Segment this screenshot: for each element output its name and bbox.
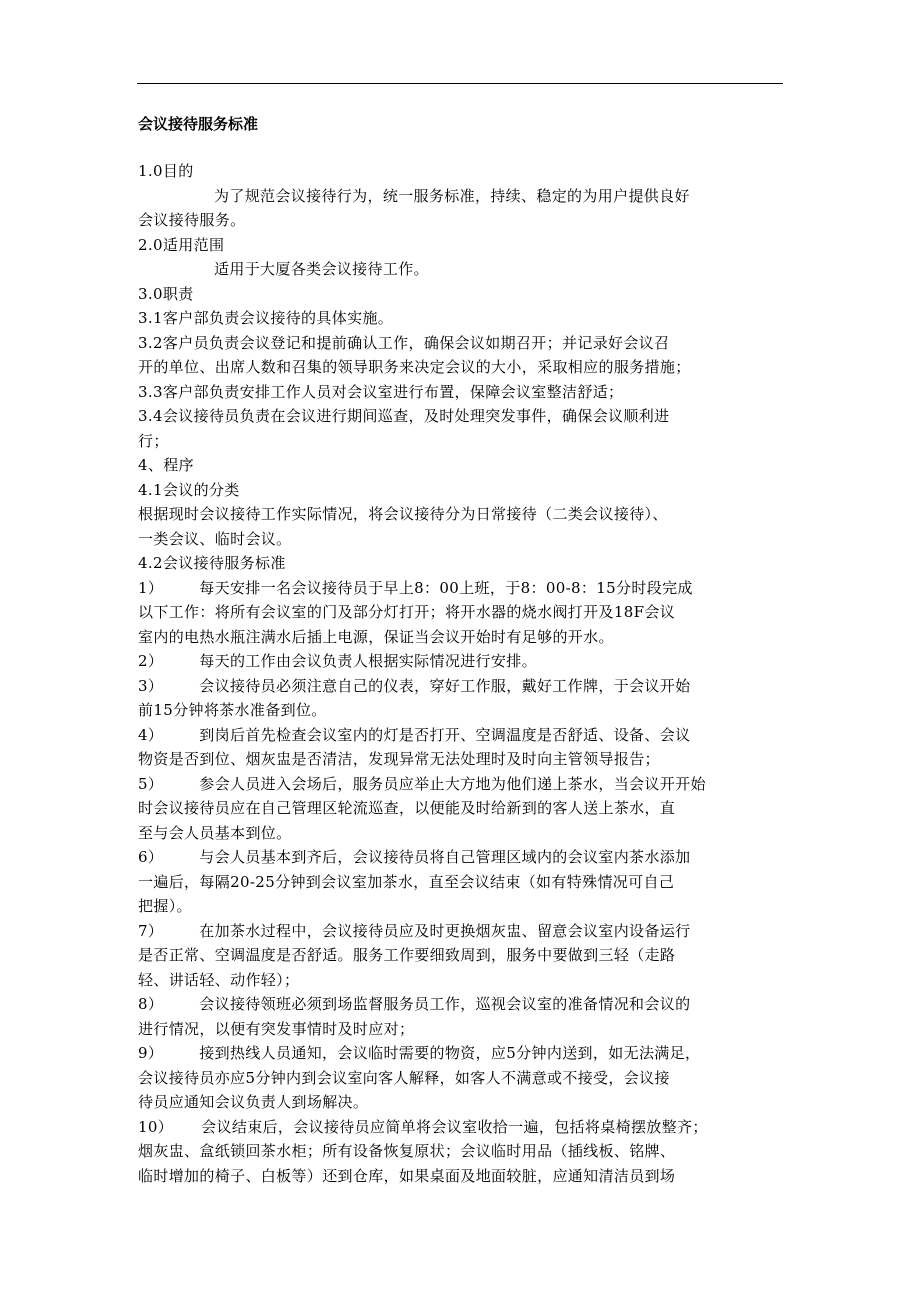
paragraph-line: 烟灰盅、盒纸锁回茶水柜；所有设备恢复原状；会议临时用品（插线板、铭牌、: [138, 1142, 676, 1160]
paragraph-line: 为了规范会议接待行为，统一服务标准，持续、稳定的为用户提供良好: [214, 186, 690, 205]
paragraph-line: 轻、讲话轻、动作轻）；: [138, 970, 300, 989]
item-number: 9）: [138, 1044, 164, 1062]
list-item-line: [138, 649, 788, 674]
paragraph-line: 会议接待服务。: [138, 211, 246, 229]
item-number: 6）: [138, 848, 164, 866]
list-item-line: [138, 576, 788, 601]
item-text: 会议接待员必须注意自己的仪表，穿好工作服，戴好工作牌，于会议开始: [199, 676, 691, 695]
item-number: 5）: [138, 774, 164, 793]
paragraph-line: 进行情况，以便有突发事情时及时应对；: [138, 1019, 415, 1038]
paragraph-line: 一遍后，每隔20-25分钟到会议室加茶水，直至会议结束（如有特殊情况可自己: [138, 872, 675, 891]
paragraph-line: 行；: [138, 431, 169, 450]
paragraph-line: 会议接待员亦应5分钟内到会议室向客人解释，如客人不满意或不接受，会议接: [138, 1068, 670, 1087]
item-number: 2）: [138, 652, 164, 670]
document-body: [138, 112, 788, 1188]
paragraph-line: 至与会人员基本到位。: [138, 823, 292, 842]
item-text: 会议接待领班必须到场监督服务员工作，巡视会议室的准备情况和会议的: [199, 995, 691, 1013]
item-number: 10）: [138, 1117, 174, 1136]
item-text: 在加茶水过程中，会议接待员应及时更换烟灰盅、留意会议室内设备运行: [199, 921, 691, 940]
paragraph-line: 把握）。: [138, 897, 192, 915]
paragraph-line: 根据现时会议接待工作实际情况，将会议接待分为日常接待（二类会议接待）、: [138, 505, 668, 523]
list-item-line: [138, 919, 788, 944]
paragraph-line: 3.1客户部负责会议接待的具体实施。: [138, 309, 394, 327]
paragraph-line: 时会议接待员应在自己管理区轮流巡查，以便能及时给新到的客人送上茶水，直: [138, 799, 676, 817]
section-4-heading: 4、程序: [138, 456, 194, 474]
section-2-heading: 2.0适用范围: [138, 235, 225, 254]
item-text: 每天安排一名会议接待员于早上8：00上班，于8：00-8：15分时段完成: [199, 578, 693, 597]
paragraph-line: 3.4会议接待员负责在会议进行期间巡查，及时处理突发事件，确保会议顺利进: [138, 407, 670, 425]
paragraph-line: 以下工作：将所有会议室的门及部分灯打开；将开水器的烧水阀打开及18F会议: [138, 603, 676, 621]
list-item-line: [138, 1115, 788, 1140]
section-3-heading: 3.0职责: [138, 284, 194, 303]
paragraph-line: 开的单位、出席人数和召集的领导职务来决定会议的大小，采取相应的服务措施；: [138, 358, 691, 376]
item-number: 4）: [138, 725, 164, 744]
paragraph-line: 物资是否到位、烟灰盅是否清洁，发现异常无法处理时及时向主管领导报告；: [138, 750, 660, 768]
item-number: 8）: [138, 995, 164, 1013]
subsection-heading: 4.1会议的分类: [138, 480, 240, 499]
list-item-line: [138, 1041, 788, 1066]
list-item-line: [138, 992, 788, 1017]
item-text: 会议结束后，会议接待员应简单将会议室收拾一遍，包括将桌椅摆放整齐；: [201, 1117, 708, 1136]
item-text: 参会人员进入会场后，服务员应举止大方地为他们递上茶水，当会议开开始: [199, 774, 706, 793]
paragraph-line: 3.3客户部负责安排工作人员对会议室进行布置，保障会议室整洁舒适；: [138, 382, 624, 401]
paragraph-line: 室内的电热水瓶注满水后插上电源，保证当会议开始时有足够的开水。: [138, 627, 614, 646]
header-rule: [137, 83, 783, 84]
list-item-line: [138, 772, 788, 797]
item-text: 与会人员基本到齐后，会议接待员将自己管理区域内的会议室内茶水添加: [199, 848, 691, 866]
document-title: 会议接待服务标准: [138, 115, 259, 133]
section-1-heading: 1.0目的: [138, 162, 194, 180]
item-text: 每天的工作由会议负责人根据实际情况进行安排。: [199, 652, 537, 670]
item-number: 7）: [138, 921, 164, 940]
paragraph-line: 适用于大厦各类会议接待工作。: [214, 260, 429, 278]
paragraph-line: 是否正常、空调温度是否舒适。服务工作要细致周到，服务中要做到三轻（走路: [138, 946, 676, 964]
item-text: 到岗后首先检查会议室内的灯是否打开、空调温度是否舒适、设备、会议: [199, 725, 691, 744]
paragraph-line: 临时增加的椅子、白板等）还到仓库，如果桌面及地面较脏，应通知清洁员到场: [138, 1166, 676, 1185]
paragraph-line: 待员应通知会议负责人到场解决。: [138, 1093, 369, 1111]
paragraph-line: 一类会议、临时会议。: [138, 529, 292, 548]
subsection-heading: 4.2会议接待服务标准: [138, 554, 286, 572]
paragraph-line: 3.2客户员负责会议登记和提前确认工作，确保会议如期召开；并记录好会议召: [138, 333, 670, 352]
list-item-line: [138, 723, 788, 748]
item-number: 3）: [138, 676, 164, 695]
list-item-line: [138, 845, 788, 870]
paragraph-line: 前15分钟将茶水准备到位。: [138, 701, 327, 719]
item-text: 接到热线人员通知，会议临时需要的物资，应5分钟内送到，如无法满足，: [199, 1044, 701, 1062]
list-item-line: [138, 674, 788, 699]
item-number: 1）: [138, 578, 164, 597]
